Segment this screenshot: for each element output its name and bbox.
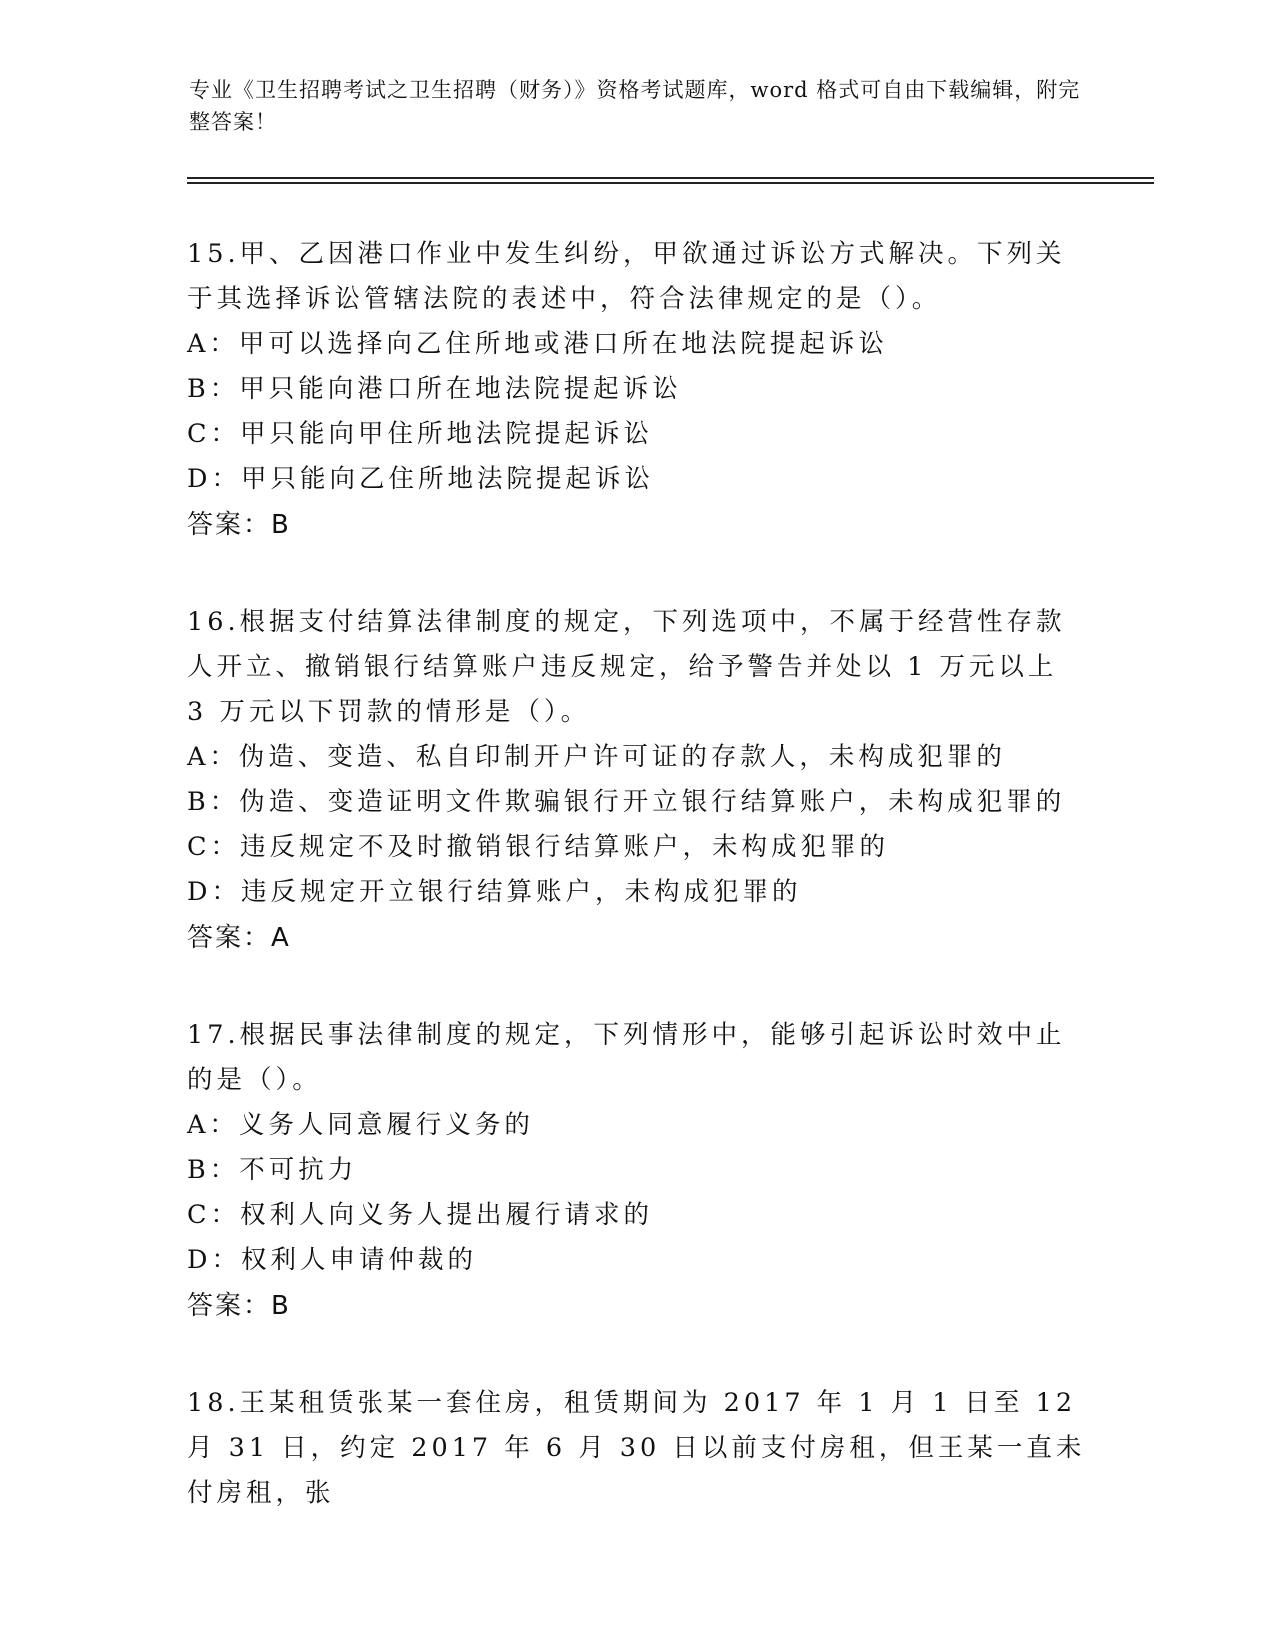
option-b: B：甲只能向港口所在地法院提起诉讼	[187, 374, 682, 404]
option-a: A：义务人同意履行义务的	[187, 1110, 534, 1140]
header-rule-bottom	[187, 182, 1154, 184]
option-c: C：权利人向义务人提出履行请求的	[187, 1200, 654, 1230]
header-rule-top	[187, 177, 1154, 179]
option-d: D：甲只能向乙住所地法院提起诉讼	[187, 464, 654, 494]
question-stem: 17.根据民事法律制度的规定，下列情形中，能够引起诉讼时效中止的是（）。	[187, 1020, 1066, 1095]
question-stem: 18.王某租赁张某一套住房，租赁期间为 2017 年 1 月 1 日至 12 月 31 日，约定 2017 年 6 月 30 日以前支付房租，但王某一直未付房租，张	[187, 1388, 1086, 1508]
question-stem: 16.根据支付结算法律制度的规定，下列选项中，不属于经营性存款人开立、撤销银行结算账户违反规定，给予警告并处以 1 万元以上 3 万元以下罚款的情形是（）。	[187, 607, 1066, 727]
option-d: D：权利人申请仲裁的	[187, 1245, 477, 1275]
answer-line: 答案：A	[187, 923, 291, 953]
option-b: B：不可抗力	[187, 1155, 358, 1185]
answer-line: 答案：B	[187, 1291, 291, 1321]
answer-line: 答案：B	[187, 510, 291, 540]
question-18	[187, 1381, 1087, 1516]
question-list	[187, 232, 1087, 1568]
question-15	[187, 232, 1087, 548]
option-a: A：甲可以选择向乙住所地或港口所在地法院提起诉讼	[187, 329, 888, 359]
option-a: A：伪造、变造、私自印制开户许可证的存款人，未构成犯罪的	[187, 742, 1006, 772]
document-header: 专业《卫生招聘考试之卫生招聘（财务）》资格考试题库，word 格式可自由下载编辑，附完整答案！	[189, 78, 1081, 134]
option-d: D：违反规定开立银行结算账户，未构成犯罪的	[187, 877, 802, 907]
option-c: C：甲只能向甲住所地法院提起诉讼	[187, 419, 654, 449]
question-stem: 15.甲、乙因港口作业中发生纠纷，甲欲通过诉讼方式解决。下列关于其选择诉讼管辖法院的表述中，符合法律规定的是（）。	[187, 239, 1066, 314]
question-17	[187, 1013, 1087, 1329]
option-c: C：违反规定不及时撤销银行结算账户，未构成犯罪的	[187, 832, 890, 862]
question-16	[187, 600, 1087, 961]
option-b: B：伪造、变造证明文件欺骗银行开立银行结算账户，未构成犯罪的	[187, 787, 1066, 817]
